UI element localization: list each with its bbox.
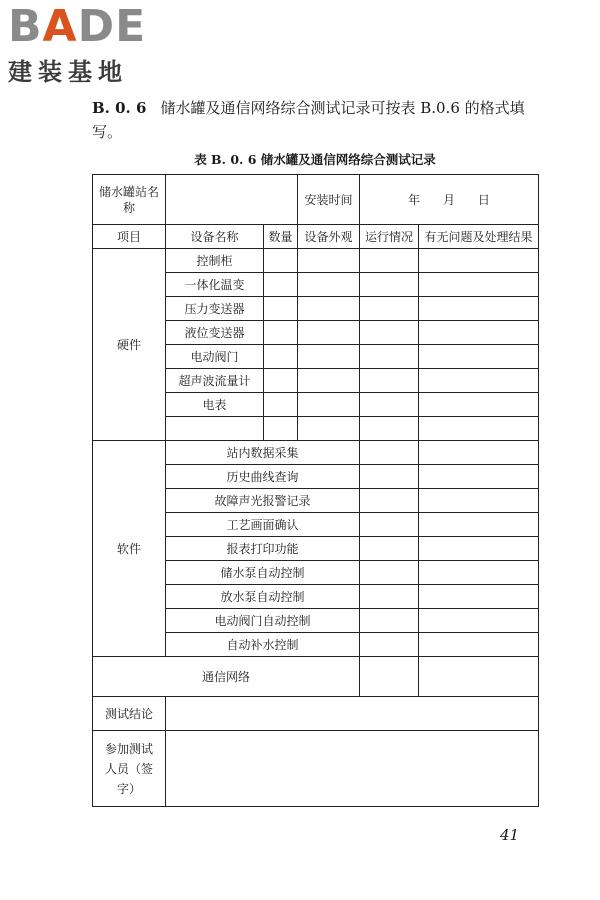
header-quantity: 数量 <box>264 225 298 249</box>
quantity-cell[interactable] <box>264 417 298 441</box>
operation-cell[interactable] <box>360 369 419 393</box>
software-item: 工艺画面确认 <box>166 513 360 537</box>
logo-subtitle: 建装基地 <box>8 58 128 86</box>
hardware-item: 一体化温变 <box>166 273 264 297</box>
hardware-item: 控制柜 <box>166 249 264 273</box>
software-item: 历史曲线查询 <box>166 465 360 489</box>
hardware-item: 液位变送器 <box>166 321 264 345</box>
result-cell[interactable] <box>419 513 539 537</box>
clause-number: B. 0. 6 <box>92 99 147 117</box>
table-caption: 表 B. 0. 6 储水罐及通信网络综合测试记录 <box>194 152 436 167</box>
result-cell[interactable] <box>419 393 539 417</box>
result-cell[interactable] <box>419 321 539 345</box>
operation-cell[interactable] <box>360 465 419 489</box>
hardware-section-label: 硬件 <box>93 249 166 441</box>
result-cell[interactable] <box>419 441 539 465</box>
conclusion-label: 测试结论 <box>93 697 166 731</box>
quantity-cell[interactable] <box>264 369 298 393</box>
clause-text: 储水罐及通信网络综合测试记录可按表 B.0.6 的格式填写。 <box>92 99 525 141</box>
result-cell[interactable] <box>419 249 539 273</box>
install-date-field[interactable]: 年 月 日 <box>360 175 539 225</box>
appearance-cell[interactable] <box>298 273 360 297</box>
hardware-item: 超声波流量计 <box>166 369 264 393</box>
table-row-network <box>93 657 539 697</box>
operation-cell[interactable] <box>360 513 419 537</box>
quantity-cell[interactable] <box>264 249 298 273</box>
operation-cell[interactable] <box>360 489 419 513</box>
table-row-personnel <box>93 731 539 807</box>
software-item: 自动补水控制 <box>166 633 360 657</box>
result-cell[interactable] <box>419 561 539 585</box>
hardware-item[interactable] <box>166 417 264 441</box>
appearance-cell[interactable] <box>298 345 360 369</box>
result-cell[interactable] <box>419 633 539 657</box>
personnel-label: 参加测试人员（签字） <box>93 731 166 807</box>
result-cell[interactable] <box>419 345 539 369</box>
appearance-cell[interactable] <box>298 297 360 321</box>
quantity-cell[interactable] <box>264 345 298 369</box>
signature-field[interactable] <box>166 731 539 807</box>
appearance-cell[interactable] <box>298 369 360 393</box>
result-cell[interactable] <box>419 297 539 321</box>
hardware-item: 电动阀门 <box>166 345 264 369</box>
appearance-cell[interactable] <box>298 321 360 345</box>
quantity-cell[interactable] <box>264 321 298 345</box>
software-item: 电动阀门自动控制 <box>166 609 360 633</box>
software-section-label: 软件 <box>93 441 166 657</box>
software-item: 储水泵自动控制 <box>166 561 360 585</box>
operation-cell[interactable] <box>360 585 419 609</box>
header-device-name: 设备名称 <box>166 225 264 249</box>
header-operation: 运行情况 <box>360 225 419 249</box>
appearance-cell[interactable] <box>298 393 360 417</box>
appearance-cell[interactable] <box>298 249 360 273</box>
hardware-item: 压力变送器 <box>166 297 264 321</box>
network-label: 通信网络 <box>93 657 360 697</box>
site-name-field[interactable] <box>166 175 298 225</box>
operation-cell[interactable] <box>360 249 419 273</box>
page-number: 41 <box>500 826 520 844</box>
table-row <box>93 441 539 465</box>
operation-cell[interactable] <box>360 657 419 697</box>
quantity-cell[interactable] <box>264 273 298 297</box>
result-cell[interactable] <box>419 609 539 633</box>
operation-cell[interactable] <box>360 273 419 297</box>
operation-cell[interactable] <box>360 393 419 417</box>
result-cell[interactable] <box>419 465 539 489</box>
header-issues: 有无问题及处理结果 <box>419 225 539 249</box>
result-cell[interactable] <box>419 369 539 393</box>
hardware-item: 电表 <box>166 393 264 417</box>
logo-wordmark: BADE <box>8 1 147 52</box>
result-cell[interactable] <box>419 489 539 513</box>
header-appearance: 设备外观 <box>298 225 360 249</box>
result-cell[interactable] <box>419 537 539 561</box>
software-item: 故障声光报警记录 <box>166 489 360 513</box>
operation-cell[interactable] <box>360 441 419 465</box>
table-header-row <box>93 225 539 249</box>
result-cell[interactable] <box>419 585 539 609</box>
result-cell[interactable] <box>419 417 539 441</box>
operation-cell[interactable] <box>360 633 419 657</box>
operation-cell[interactable] <box>360 345 419 369</box>
header-project: 项目 <box>93 225 166 249</box>
software-item: 站内数据采集 <box>166 441 360 465</box>
quantity-cell[interactable] <box>264 297 298 321</box>
site-name-label: 储水罐站名称 <box>93 175 166 225</box>
table-row-conclusion <box>93 697 539 731</box>
software-item: 放水泵自动控制 <box>166 585 360 609</box>
intro-paragraph <box>92 96 552 144</box>
result-cell[interactable] <box>419 273 539 297</box>
software-item: 报表打印功能 <box>166 537 360 561</box>
operation-cell[interactable] <box>360 609 419 633</box>
bade-logo <box>8 1 178 87</box>
table-row <box>93 249 539 273</box>
logo-accent-letter: A <box>42 1 78 52</box>
appearance-cell[interactable] <box>298 417 360 441</box>
operation-cell[interactable] <box>360 561 419 585</box>
operation-cell[interactable] <box>360 417 419 441</box>
operation-cell[interactable] <box>360 297 419 321</box>
operation-cell[interactable] <box>360 537 419 561</box>
quantity-cell[interactable] <box>264 393 298 417</box>
result-cell[interactable] <box>419 657 539 697</box>
table-row-site <box>93 175 539 225</box>
operation-cell[interactable] <box>360 321 419 345</box>
install-time-label: 安装时间 <box>298 175 360 225</box>
test-record-table <box>92 174 539 807</box>
conclusion-field[interactable] <box>166 697 539 731</box>
